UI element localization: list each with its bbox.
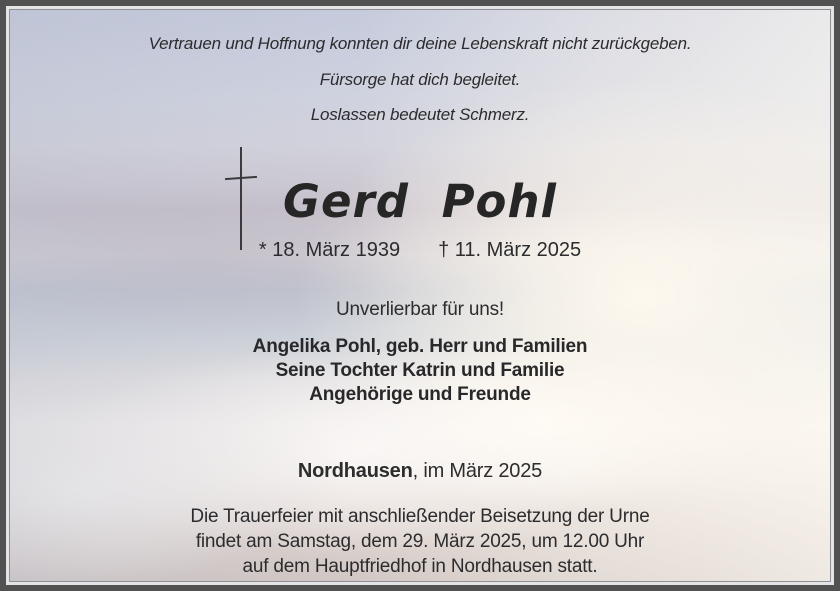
- epigraph-line-2: Fürsorge hat dich begleitet.: [319, 70, 521, 89]
- mourner-line-1: Angelika Pohl, geb. Herr und Familien: [252, 336, 588, 357]
- beach-sunset-photo: [10, 10, 830, 581]
- mourners-block: [10, 335, 830, 407]
- tribute-line: Unverlierbar für uns!: [336, 299, 504, 320]
- place-date-line: [10, 459, 830, 483]
- funeral-line-3: auf dem Hauptfriedhof in Nordhausen statt.: [242, 556, 598, 577]
- epigraph-line-3: Loslassen bedeutet Schmerz.: [310, 105, 530, 124]
- death-date: † 11. März 2025: [438, 239, 582, 261]
- funeral-line-2: findet am Samstag, dem 29. März 2025, um 12.00 Uhr: [195, 531, 645, 552]
- mourner-line-3: Angehörige und Freunde: [309, 384, 531, 405]
- epigraph-line-1: Vertrauen und Hoffnung konnten dir deine Lebenskraft nicht zurückgeben.: [148, 34, 692, 53]
- deceased-name: Gerd Pohl: [283, 175, 557, 228]
- frame-mat: [6, 6, 834, 585]
- funeral-info-block: [10, 504, 830, 579]
- mourner-line-2: Seine Tochter Katrin und Familie: [275, 360, 565, 381]
- frame-inner-line: [9, 9, 831, 582]
- place-name: Nordhausen: [297, 460, 413, 482]
- funeral-line-1: Die Trauerfeier mit anschließender Beisetzung der Urne: [190, 506, 650, 527]
- life-dates: [10, 238, 830, 262]
- place-date-rest: , im März 2025: [412, 460, 543, 482]
- birth-date: * 18. März 1939: [258, 239, 401, 261]
